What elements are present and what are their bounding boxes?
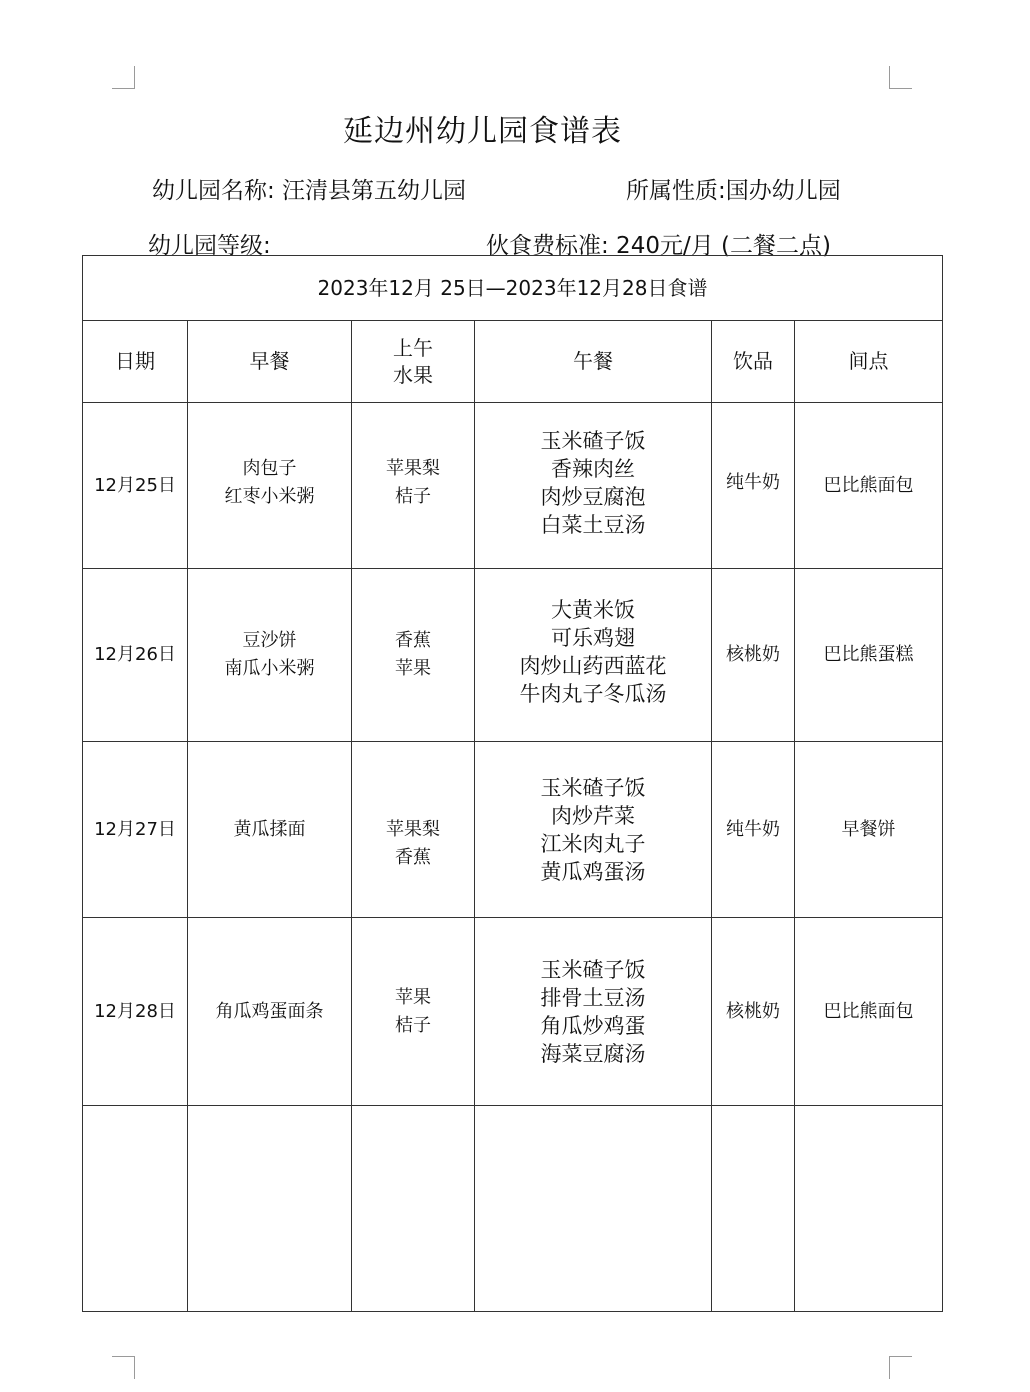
snack-cell: 巴比熊面包 — [795, 403, 943, 569]
empty-cell — [352, 1106, 475, 1312]
snack-cell: 巴比熊蛋糕 — [795, 569, 943, 742]
drink-cell — [712, 403, 795, 569]
table-row — [83, 569, 943, 742]
breakfast-item: 黄瓜揉面 — [233, 818, 306, 840]
lunch-cell — [475, 569, 712, 742]
header-drink: 饮品 — [712, 321, 795, 403]
page-corner-mark-top-right — [889, 66, 912, 89]
header-row — [83, 321, 943, 403]
page-corner-mark-top-left — [112, 66, 135, 89]
fruit-item: 苹果 — [395, 986, 431, 1008]
date-cell: 12月26日 — [83, 569, 188, 742]
fruit-item: 苹果梨 — [386, 818, 440, 840]
breakfast-cell — [188, 569, 352, 742]
fruit-item: 桔子 — [395, 1014, 431, 1036]
breakfast-item: 豆沙饼 — [242, 630, 297, 651]
table-row — [83, 403, 943, 569]
snack-cell: 巴比熊面包 — [795, 918, 943, 1106]
fruit-cell — [352, 742, 475, 918]
empty-cell — [475, 1106, 712, 1312]
lunch-item: 黄瓜鸡蛋汤 — [540, 859, 646, 884]
empty-cell — [188, 1106, 352, 1312]
fruit-cell — [352, 569, 475, 742]
lunch-cell — [475, 403, 712, 569]
lunch-item: 牛肉丸子冬瓜汤 — [519, 682, 667, 706]
kindergarten-nature: 所属性质:国办幼儿园 — [626, 178, 841, 204]
lunch-item: 白菜土豆汤 — [540, 512, 646, 537]
lunch-cell — [475, 918, 712, 1106]
drink-item: 纯牛奶 — [726, 471, 780, 493]
header-snack: 间点 — [795, 321, 943, 403]
date-cell: 12月25日 — [83, 403, 188, 569]
lunch-item: 角瓜炒鸡蛋 — [540, 1013, 646, 1038]
kindergarten-level: 幼儿园等级: — [148, 233, 271, 259]
breakfast-cell — [188, 403, 352, 569]
lunch-item: 排骨土豆汤 — [540, 985, 646, 1010]
lunch-item: 海菜豆腐汤 — [540, 1041, 646, 1066]
breakfast-item: 角瓜鸡蛋面条 — [215, 1000, 324, 1022]
lunch-item: 玉米碴子饭 — [540, 775, 646, 800]
fruit-item: 香蕉 — [395, 846, 431, 868]
fruit-item: 桔子 — [395, 485, 431, 507]
lunch-item: 香辣肉丝 — [551, 456, 635, 481]
empty-cell — [83, 1106, 188, 1312]
breakfast-item: 南瓜小米粥 — [224, 658, 315, 679]
kindergarten-name: 幼儿园名称: 汪清县第五幼儿园 — [152, 178, 467, 204]
menu-table — [82, 255, 943, 1312]
header-fruit-line1: 上午 — [393, 335, 433, 360]
empty-cell — [712, 1106, 795, 1312]
lunch-item: 江米肉丸子 — [540, 831, 646, 856]
lunch-item: 肉炒豆腐泡 — [540, 484, 646, 509]
fruit-item: 苹果 — [395, 658, 431, 679]
fruit-item: 苹果梨 — [386, 457, 440, 479]
page-title: 延边州幼儿园食谱表 — [343, 114, 622, 149]
lunch-item: 可乐鸡翅 — [551, 626, 635, 650]
breakfast-cell — [188, 742, 352, 918]
page-corner-mark-bottom-right — [889, 1356, 912, 1379]
meal-fee-standard: 伙食费标准: 240元/月 (二餐二点) — [486, 233, 831, 259]
drink-cell: 核桃奶 — [712, 569, 795, 742]
date-cell: 12月27日 — [83, 742, 188, 918]
lunch-item: 玉米碴子饭 — [540, 428, 646, 453]
table-row — [83, 742, 943, 918]
lunch-item: 肉炒芹菜 — [551, 803, 635, 828]
snack-cell: 早餐饼 — [795, 742, 943, 918]
header-breakfast: 早餐 — [188, 321, 352, 403]
lunch-item: 大黄米饭 — [551, 598, 635, 622]
drink-cell: 纯牛奶 — [712, 742, 795, 918]
fruit-item: 香蕉 — [395, 630, 431, 651]
fruit-cell — [352, 403, 475, 569]
lunch-item: 玉米碴子饭 — [540, 957, 646, 982]
header-date: 日期 — [83, 321, 188, 403]
header-fruit — [352, 321, 475, 403]
empty-cell — [795, 1106, 943, 1312]
menu-period: 2023年12月 25日—2023年12月28日食谱 — [83, 256, 943, 321]
period-row — [83, 256, 943, 321]
fruit-cell — [352, 918, 475, 1106]
header-fruit-line2: 水果 — [393, 362, 433, 387]
lunch-cell — [475, 742, 712, 918]
date-cell: 12月28日 — [83, 918, 188, 1106]
breakfast-cell — [188, 918, 352, 1106]
empty-table-row — [83, 1106, 943, 1312]
drink-cell: 核桃奶 — [712, 918, 795, 1106]
header-lunch: 午餐 — [475, 321, 712, 403]
table-row — [83, 918, 943, 1106]
lunch-item: 肉炒山药西蓝花 — [519, 654, 667, 678]
page-corner-mark-bottom-left — [112, 1356, 135, 1379]
breakfast-item: 红枣小米粥 — [224, 485, 315, 507]
breakfast-item: 肉包子 — [242, 457, 297, 479]
